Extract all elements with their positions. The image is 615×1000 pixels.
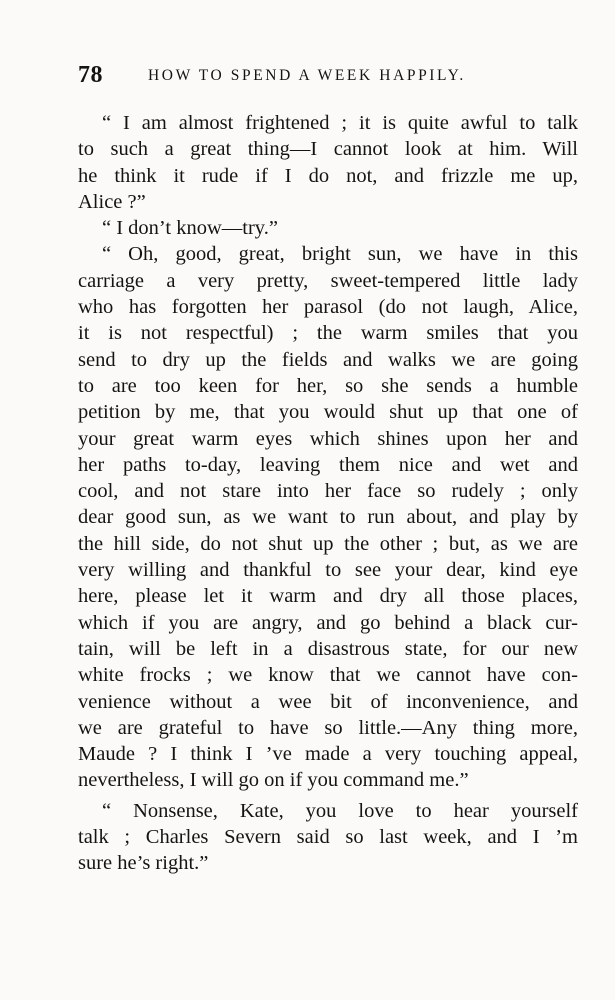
text-line: nevertheless, I will go on if you command me.”: [78, 769, 469, 792]
text-line: Maude ? I think I ’ve made a very touching appeal,: [78, 743, 578, 766]
text-line: he think it rude if I do not, and frizzle me up,: [78, 164, 578, 187]
text-line: to such a great thing—I cannot look at him. Will: [78, 138, 578, 161]
text-line: her paths to-day, leaving them nice and wet and: [78, 453, 578, 476]
text-line: sure he’s right.”: [78, 852, 209, 875]
text-line: venience without a wee bit of inconvenience, and: [78, 690, 578, 713]
text-line: cool, and not stare into her face so rudely ; only: [78, 480, 578, 503]
text-line: Alice ?”: [78, 190, 146, 213]
text-line: petition by me, that you would shut up that one of: [78, 401, 578, 424]
text-line: talk ; Charles Severn said so last week, and I ’m: [78, 826, 578, 849]
text-line: dear good sun, as we want to run about, and play by: [78, 506, 578, 529]
page-number: 78: [78, 62, 103, 88]
text-line: here, please let it warm and dry all those places,: [78, 585, 578, 608]
body-text: [78, 110, 578, 877]
text-line: white frocks ; we know that we cannot have con-: [78, 664, 578, 687]
text-line: “ Oh, good, great, bright sun, we have in this: [102, 243, 578, 266]
text-line: tain, will be left in a disastrous state, for our new: [78, 637, 578, 660]
text-line: send to dry up the fields and walks we are going: [78, 348, 578, 371]
text-line: “ Nonsense, Kate, you love to hear yourself: [102, 799, 578, 822]
text-line: who has forgotten her parasol (do not laugh, Alice,: [78, 296, 578, 319]
text-line: “ I am almost frightened ; it is quite awful to talk: [102, 112, 578, 134]
running-head: HOW TO SPEND A WEEK HAPPILY.: [148, 67, 466, 84]
text-line: it is not respectful) ; the warm smiles that you: [78, 322, 578, 345]
text-line: your great warm eyes which shines upon her and: [78, 427, 578, 450]
text-line: to are too keen for her, so she sends a humble: [78, 374, 578, 397]
text-line: “ I don’t know—try.”: [102, 217, 278, 240]
page-header: [78, 62, 578, 90]
text-line: very willing and thankful to see your dear, kind eye: [78, 559, 578, 582]
text-line: which if you are angry, and go behind a black cur-: [78, 611, 578, 634]
text-line: the hill side, do not shut up the other ; but, as we are: [78, 532, 578, 555]
text-line: carriage a very pretty, sweet-tempered little lady: [78, 269, 578, 292]
text-line: we are grateful to have so little.—Any thing more,: [78, 716, 578, 739]
